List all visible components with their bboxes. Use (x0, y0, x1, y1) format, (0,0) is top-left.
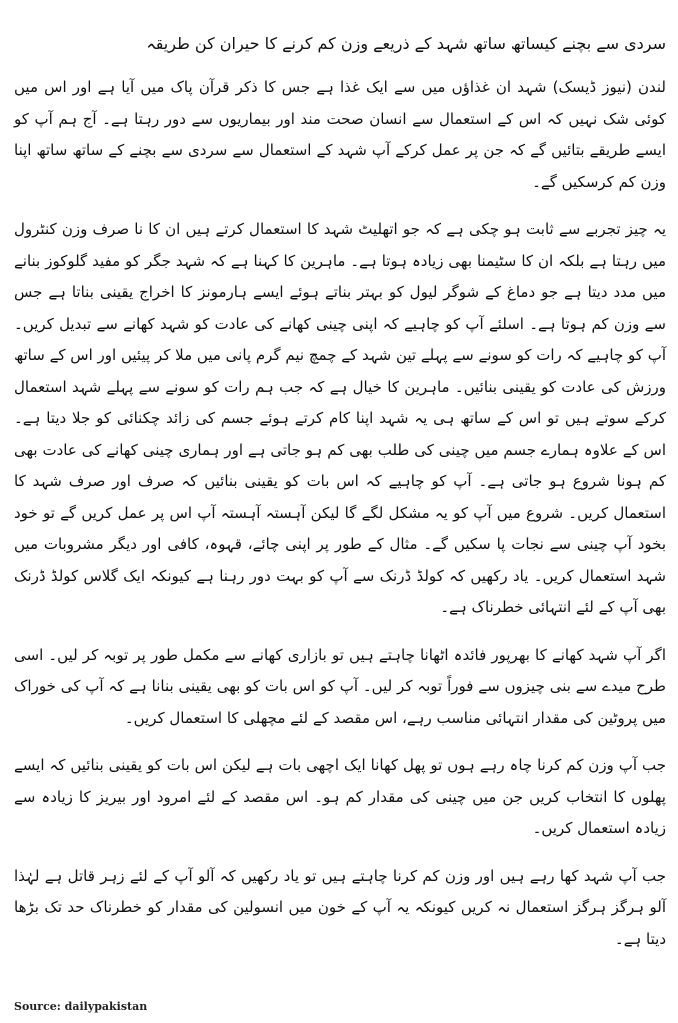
article-paragraph-3: اگر آپ شہد کھانے کا بھرپور فائدہ اٹھانا چاہتے ہیں تو بازاری کھانے سے مکمل طور پر توبہ کر لیں۔ اسی طرح میدے سے بنی چیزوں سے فوراً توبہ کر لیں۔ آپ کو اس بات کو بھی یقینی بنانا ہے کہ آپ کی خوراک میں پروٹین کی مقدار انتہائی مناسب رہے، اس مقصد کے لئے مچھلی کا استعمال کریں۔ (14, 645, 666, 727)
article-paragraph-1: لندن (نیوز ڈیسک) شہد ان غذاؤں میں سے ایک غذا ہے جس کا ذکر قرآن پاک میں آیا ہے اور اس میں کوئی شک نہیں کہ اس کے استعمال سے انسان صحت مند اور بیماریوں سے دور رہتا ہے۔ آج ہم آپ کو ایسے طریقے بتائیں گے کہ جن پر عمل کرکے آپ شہد کے استعمال سے سردی سے بچنے کے ساتھ ساتھ اپنا وزن کم کرسکیں گے۔ (14, 78, 666, 191)
article-paragraph-2: یہ چیز تجربے سے ثابت ہو چکی ہے کہ جو اتھلیٹ شہد کا استعمال کرتے ہیں ان کا نا صرف وزن کنٹرول میں رہتا ہے بلکہ ان کا سٹیمنا بھی زیادہ ہوتا ہے۔ ماہرین کا کہنا ہے کہ شہد جگر کو مفید گلوکوز بنانے میں مدد دیتا ہے جو دماغ کے شوگر لیول کو بہتر بناتے ہوئے ایسے ہارمونز کا اخراج یقینی بناتا ہے جس سے وزن کم ہوتا ہے۔ اسلئے آپ کو چاہیے کہ اپنی چینی کھانے کی عادت کو شہد کھانے سے تبدیل کریں۔ آپ کو چاہیے کہ رات کو سونے سے پہلے تین شہد کے چمچ نیم گرم پانی میں ملا کر پیئیں اور اس کے ساتھ ورزش کی عادت کو یقینی بنائیں۔ ماہرین کا خیال ہے کہ جب ہم رات کو سونے سے پہلے شہد استعمال کرکے سوتے ہیں تو اس کے ساتھ ہی یہ شہد اپنا کام کرتے ہوئے جسم کی زائد چکنائی کو جلا دیتا ہے۔ اس کے علاوہ ہمارے جسم میں چینی کی طلب بھی کم ہو جاتی ہے اور ہماری چینی کھانے کی عادت بھی کم ہونا شروع ہو جاتی ہے۔ آپ کو چاہیے کہ اس بات کو یقینی بنائیں کہ صرف اور صرف شہد کا استعمال کریں۔ شروع میں آپ کو یہ مشکل لگے گا لیکن آہستہ آہستہ آپ اس پر عمل کریں گے تو خود بخود آپ چینی سے نجات پا سکیں گے۔ مثال کے طور پر اپنی چائے، قہوہ، کافی اور دیگر مشروبات میں شہد استعمال کریں۔ یاد رکھیں کہ کولڈ ڈرنک سے آپ کو بہت دور رہنا ہے کیونکہ ایک گلاس کولڈ ڈرنک بھی آپ کے لئے انتہائی خطرناک ہے۔ (14, 220, 666, 616)
source-credit: Source: dailypakistan (14, 1000, 148, 1013)
article-paragraph-5: جب آپ شہد کھا رہے ہیں اور وزن کم کرنا چاہتے ہیں تو یاد رکھیں کہ آلو آپ کے لئے زہر قاتل ہے لہٰذا آلو ہرگز ہرگز استعمال نہ کریں کیونکہ یہ آپ کے خون میں انسولین کی مقدار کو خطرناک حد تک بڑھا دیتا ہے۔ (14, 866, 666, 948)
article-paragraph-4: جب آپ وزن کم کرنا چاہ رہے ہوں تو پھل کھانا ایک اچھی بات ہے لیکن اس بات کو یقینی بنائیں کہ ایسے پھلوں کا انتخاب کریں جن میں چینی کی مقدار کم ہو۔ اس مقصد کے لئے امرود اور بیریز کا زیادہ سے زیادہ استعمال کریں۔ (14, 756, 666, 837)
article-title: سردی سے بچنے کیساتھ ساتھ شہد کے ذریعے وزن کم کرنے کا حیران کن طریقہ (146, 34, 666, 53)
article-page (14, 10, 666, 1015)
